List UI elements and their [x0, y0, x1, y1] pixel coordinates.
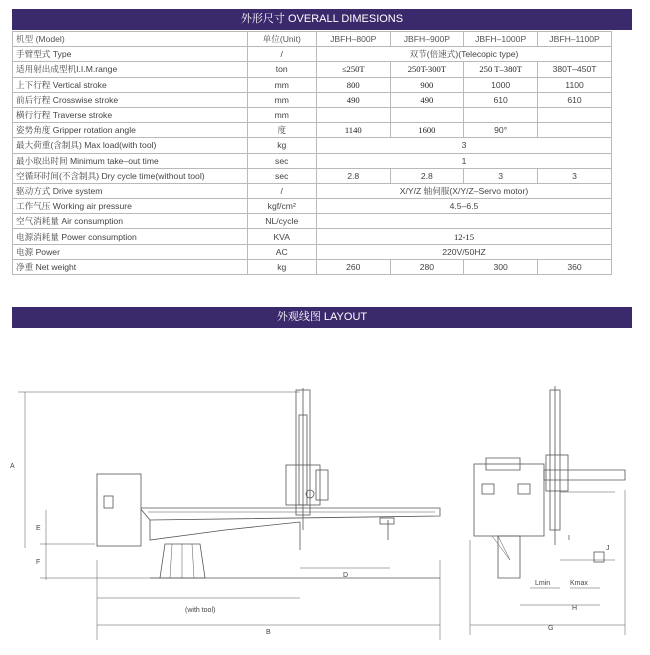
spec-value: [538, 107, 612, 122]
dim-label-g: G: [548, 625, 554, 632]
dim-label-j: J: [606, 545, 610, 552]
spec-value: 1100: [538, 77, 612, 92]
spec-param: 电源消耗量 Power consumption: [13, 229, 248, 244]
spec-unit: AC: [247, 244, 316, 259]
spec-table: [12, 31, 612, 275]
spec-value: 300: [464, 259, 538, 274]
spec-value: 280: [390, 259, 464, 274]
header-model: JBFH–800P: [316, 32, 390, 47]
side-view: [18, 388, 440, 640]
spec-row: [13, 168, 612, 183]
spec-param: 空循环时间(不含制具) Dry cycle time(without tool): [13, 168, 248, 183]
spec-param: 最大荷重(含制具) Max load(with tool): [13, 138, 248, 153]
spec-value: 250 T–380T: [464, 62, 538, 77]
spec-unit: kg: [247, 138, 316, 153]
spec-value: 800: [316, 77, 390, 92]
spec-value: 610: [538, 92, 612, 107]
spec-value: 900: [390, 77, 464, 92]
spec-param: 前后行程 Crosswise stroke: [13, 92, 248, 107]
dim-label-a: A: [10, 463, 15, 470]
spec-row: [13, 123, 612, 138]
spec-row: [13, 214, 612, 229]
header-model: JBFH–1000P: [464, 32, 538, 47]
spec-value: 360: [538, 259, 612, 274]
spec-row: [13, 259, 612, 274]
spec-param: 空气消耗量 Air consumption: [13, 214, 248, 229]
dim-label-e: E: [36, 525, 41, 532]
spec-value: 490: [316, 92, 390, 107]
spec-value: 220V/50HZ: [316, 244, 611, 259]
spec-value: 260: [316, 259, 390, 274]
header-unit: 单位(Unit): [247, 32, 316, 47]
header-model: JBFH–1100P: [538, 32, 612, 47]
spec-param: 驱动方式 Drive system: [13, 183, 248, 198]
spec-value: 3: [538, 168, 612, 183]
dim-label-i: I: [568, 535, 570, 542]
spec-param: 净重 Net weight: [13, 259, 248, 274]
spec-value: [316, 107, 390, 122]
dim-label-f: F: [36, 559, 41, 566]
spec-row: [13, 244, 612, 259]
spec-unit: mm: [247, 92, 316, 107]
spec-unit: kg: [247, 259, 316, 274]
spec-value: 1: [316, 153, 611, 168]
spec-value: 3: [464, 168, 538, 183]
dim-label-kmax: Kmax: [570, 580, 588, 587]
spec-unit: /: [247, 183, 316, 198]
spec-param: 最小取出时间 Minimum take–out time: [13, 153, 248, 168]
spec-row: [13, 153, 612, 168]
spec-row: [13, 107, 612, 122]
spec-unit: sec: [247, 153, 316, 168]
spec-unit: 度: [247, 123, 316, 138]
spec-unit: /: [247, 47, 316, 62]
spec-unit: KVA: [247, 229, 316, 244]
dim-label-lmin: Lmin: [535, 580, 551, 587]
spec-row: [13, 229, 612, 244]
dim-label-h: H: [572, 605, 578, 612]
spec-value: 3: [316, 138, 611, 153]
spec-row: [13, 138, 612, 153]
spec-value: ≤250T: [316, 62, 390, 77]
header-model: JBFH–900P: [390, 32, 464, 47]
spec-param: 姿势角度 Gripper rotation angle: [13, 123, 248, 138]
spec-param: 上下行程 Vertical stroke: [13, 77, 248, 92]
spec-value: 250T-300T: [390, 62, 464, 77]
spec-section-title: 外形尺寸 OVERALL DIMESIONS: [12, 9, 632, 30]
spec-value: 490: [390, 92, 464, 107]
spec-value: [538, 123, 612, 138]
spec-row: [13, 62, 612, 77]
spec-value: 2.8: [390, 168, 464, 183]
spec-header-row: [13, 32, 612, 47]
layout-drawing: [0, 330, 650, 655]
spec-value: 双节(倍速式)(Telecopic type): [316, 47, 611, 62]
spec-unit: mm: [247, 77, 316, 92]
spec-unit: ton: [247, 62, 316, 77]
spec-value: 2.8: [316, 168, 390, 183]
spec-value: 610: [464, 92, 538, 107]
spec-value: 4.5–6.5: [316, 199, 611, 214]
spec-value: 90°: [464, 123, 538, 138]
spec-param: 适用射出成型机I.I.M.range: [13, 62, 248, 77]
spec-param: 手臂型式 Type: [13, 47, 248, 62]
dim-label-b: B: [266, 629, 271, 636]
spec-value: X/Y/Z 轴伺服(X/Y/Z–Servo motor): [316, 183, 611, 198]
spec-value: 1140: [316, 123, 390, 138]
spec-row: [13, 199, 612, 214]
spec-param: 横行行程 Traverse stroke: [13, 107, 248, 122]
spec-value: [316, 214, 611, 229]
spec-value: [390, 107, 464, 122]
spec-value: 380T–450T: [538, 62, 612, 77]
spec-value: 1000: [464, 77, 538, 92]
header-param: 机型 (Model): [13, 32, 248, 47]
spec-row: [13, 47, 612, 62]
spec-unit: sec: [247, 168, 316, 183]
spec-row: [13, 77, 612, 92]
spec-value: [464, 107, 538, 122]
spec-row: [13, 183, 612, 198]
layout-section-title: 外观线图 LAYOUT: [12, 307, 632, 328]
spec-param: 工作气压 Working air pressure: [13, 199, 248, 214]
spec-value: 1600: [390, 123, 464, 138]
spec-unit: mm: [247, 107, 316, 122]
spec-unit: kgf/cm²: [247, 199, 316, 214]
dim-label-with-tool: (with tool): [185, 607, 216, 614]
spec-param: 电源 Power: [13, 244, 248, 259]
dim-label-d: D: [343, 572, 349, 579]
front-view: [470, 386, 625, 635]
spec-unit: NL/cycle: [247, 214, 316, 229]
spec-value: 12-15: [316, 229, 611, 244]
spec-row: [13, 92, 612, 107]
